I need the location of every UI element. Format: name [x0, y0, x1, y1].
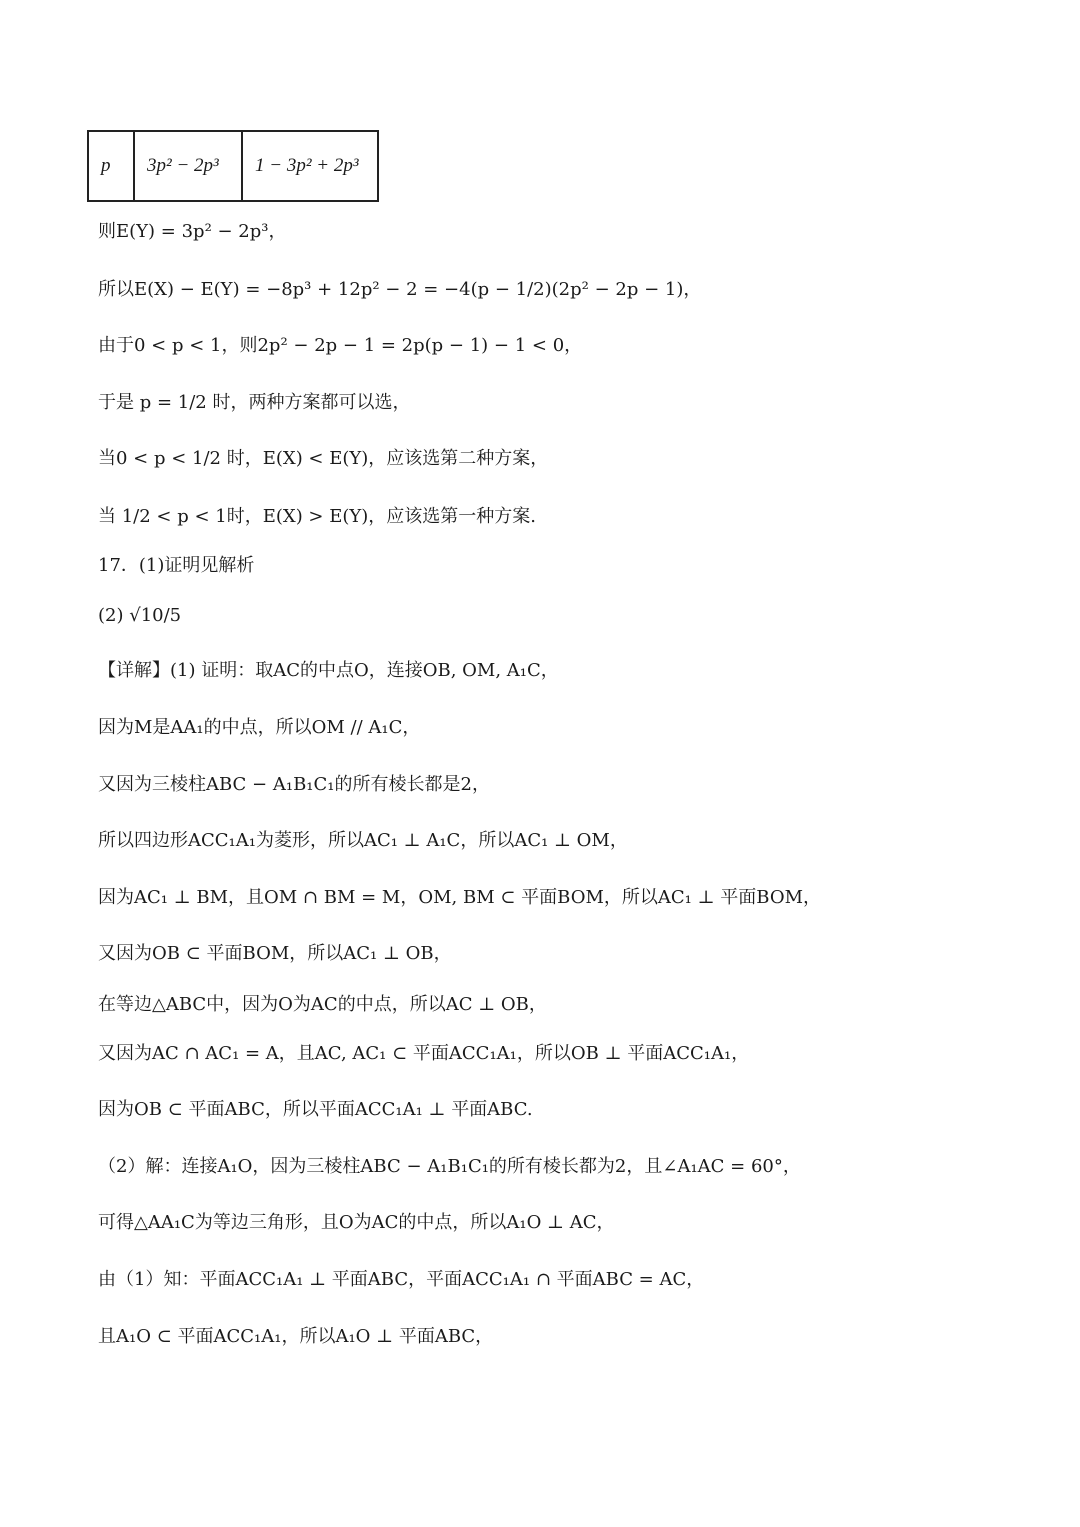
- text-line: 当 1/2 < p < 1时，E(X) > E(Y)，应该选第一种方案.: [98, 506, 537, 527]
- table-cell: 1 − 3p² + 2p³: [242, 131, 378, 201]
- text-line: 又因为AC ∩ AC₁ = A，且AC, AC₁ ⊂ 平面ACC₁A₁，所以OB ⊥ 平面ACC₁A₁，: [98, 1043, 750, 1064]
- table-row: [88, 131, 378, 201]
- text-line: 又因为三棱柱ABC − A₁B₁C₁的所有棱长都是2，: [98, 774, 490, 795]
- text-line: 在等边△ABC中，因为O为AC的中点，所以AC ⊥ OB，: [98, 994, 547, 1015]
- text-line: 又因为OB ⊂ 平面BOM，所以AC₁ ⊥ OB，: [98, 943, 452, 964]
- text-line: 当0 < p < 1/2 时，E(X) < E(Y)，应该选第二种方案，: [98, 448, 549, 469]
- text-line: 所以四边形ACC₁A₁为菱形，所以AC₁ ⊥ A₁C，所以AC₁ ⊥ OM，: [98, 830, 628, 851]
- text-line: 因为AC₁ ⊥ BM，且OM ∩ BM = M，OM, BM ⊂ 平面BOM，所以AC₁ ⊥ 平面BOM，: [98, 887, 822, 908]
- text-line: 于是 p = 1/2 时，两种方案都可以选，: [98, 392, 411, 413]
- text-line: 【详解】(1) 证明：取AC的中点O，连接OB, OM, A₁C，: [98, 660, 559, 681]
- text-line: 可得△AA₁C为等边三角形，且O为AC的中点，所以A₁O ⊥ AC，: [98, 1212, 615, 1233]
- table-cell: p: [88, 131, 134, 201]
- text-line: 由于0 < p < 1，则2p² − 2p − 1 = 2p(p − 1) − 1 < 0，: [98, 335, 583, 356]
- text-line: 则E(Y) = 3p² − 2p³，: [98, 221, 287, 242]
- text-line: 由（1）知：平面ACC₁A₁ ⊥ 平面ABC，平面ACC₁A₁ ∩ 平面ABC = AC，: [98, 1269, 705, 1290]
- text-line: （2）解：连接A₁O，因为三棱柱ABC − A₁B₁C₁的所有棱长都为2，且∠A₁AC = 60°，: [98, 1156, 801, 1177]
- text-line: 所以E(X) − E(Y) = −8p³ + 12p² − 2 = −4(p − 1/2)(2p² − 2p − 1)，: [98, 279, 702, 300]
- text-line: (2) √10/5: [98, 605, 182, 626]
- answer-heading: 17．(1)证明见解析: [98, 555, 255, 576]
- probability-table: [87, 130, 379, 202]
- text-line: 且A₁O ⊂ 平面ACC₁A₁，所以A₁O ⊥ 平面ABC，: [98, 1326, 494, 1347]
- table-cell: 3p² − 2p³: [134, 131, 242, 201]
- text-line: 因为M是AA₁的中点，所以OM // A₁C，: [98, 717, 421, 738]
- text-line: 因为OB ⊂ 平面ABC，所以平面ACC₁A₁ ⊥ 平面ABC.: [98, 1099, 533, 1120]
